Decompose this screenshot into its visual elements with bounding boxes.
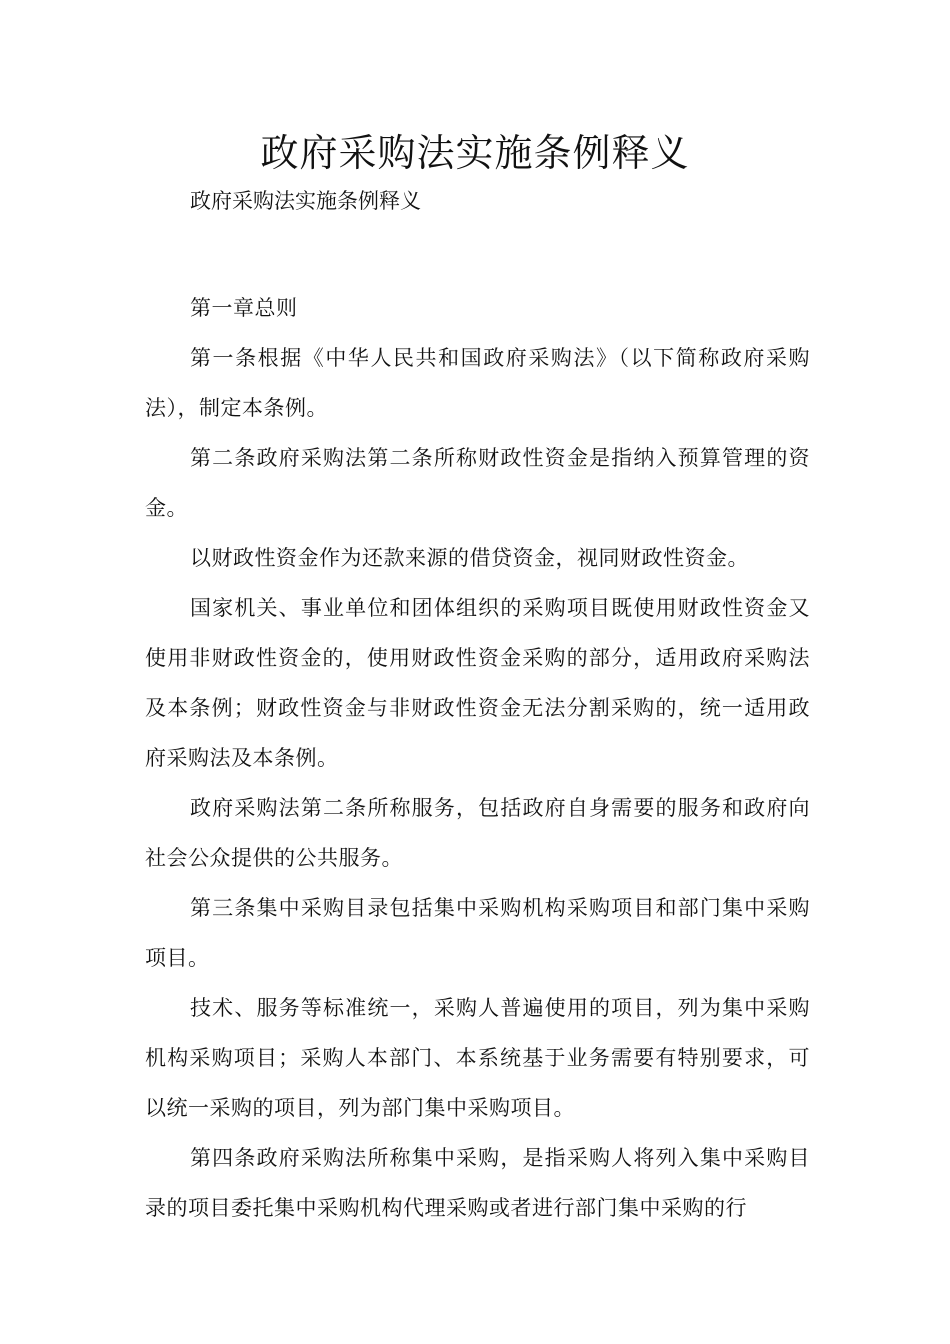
- article-3-detail-paragraph: 技术、服务等标准统一，采购人普遍使用的项目，列为集中采购机构采购项目；采购人本部门、本系统基于业务需要有特别要求，可以统一采购的项目，列为部门集中采购项目。: [145, 996, 810, 1120]
- chapter-heading: 第一章总则: [190, 296, 298, 320]
- article-1-paragraph: 第一条根据《中华人民共和国政府采购法》（以下简称政府采购法），制定本条例。: [145, 346, 810, 420]
- document-title: 政府采购法实施条例释义: [260, 131, 690, 175]
- article-2-paragraph: 第二条政府采购法第二条所称财政性资金是指纳入预算管理的资金。: [145, 446, 810, 520]
- article-2-loan-funds-paragraph: 以财政性资金作为还款来源的借贷资金，视同财政性资金。: [190, 546, 749, 570]
- article-4-paragraph: 第四条政府采购法所称集中采购，是指采购人将列入集中采购目录的项目委托集中采购机构代理采购或者进行部门集中采购的行: [145, 1146, 810, 1220]
- article-2-services-paragraph: 政府采购法第二条所称服务，包括政府自身需要的服务和政府向社会公众提供的公共服务。: [145, 796, 810, 870]
- article-2-mixed-funds-paragraph: 国家机关、事业单位和团体组织的采购项目既使用财政性资金又使用非财政性资金的，使用财政性资金采购的部分，适用政府采购法及本条例；财政性资金与非财政性资金无法分割采购的，统一适用政府采购法及本条例。: [145, 596, 810, 770]
- document-body: [145, 283, 810, 1233]
- article-3-paragraph: 第三条集中采购目录包括集中采购机构采购项目和部门集中采购项目。: [145, 896, 810, 970]
- document-subtitle: 政府采购法实施条例释义: [190, 189, 421, 213]
